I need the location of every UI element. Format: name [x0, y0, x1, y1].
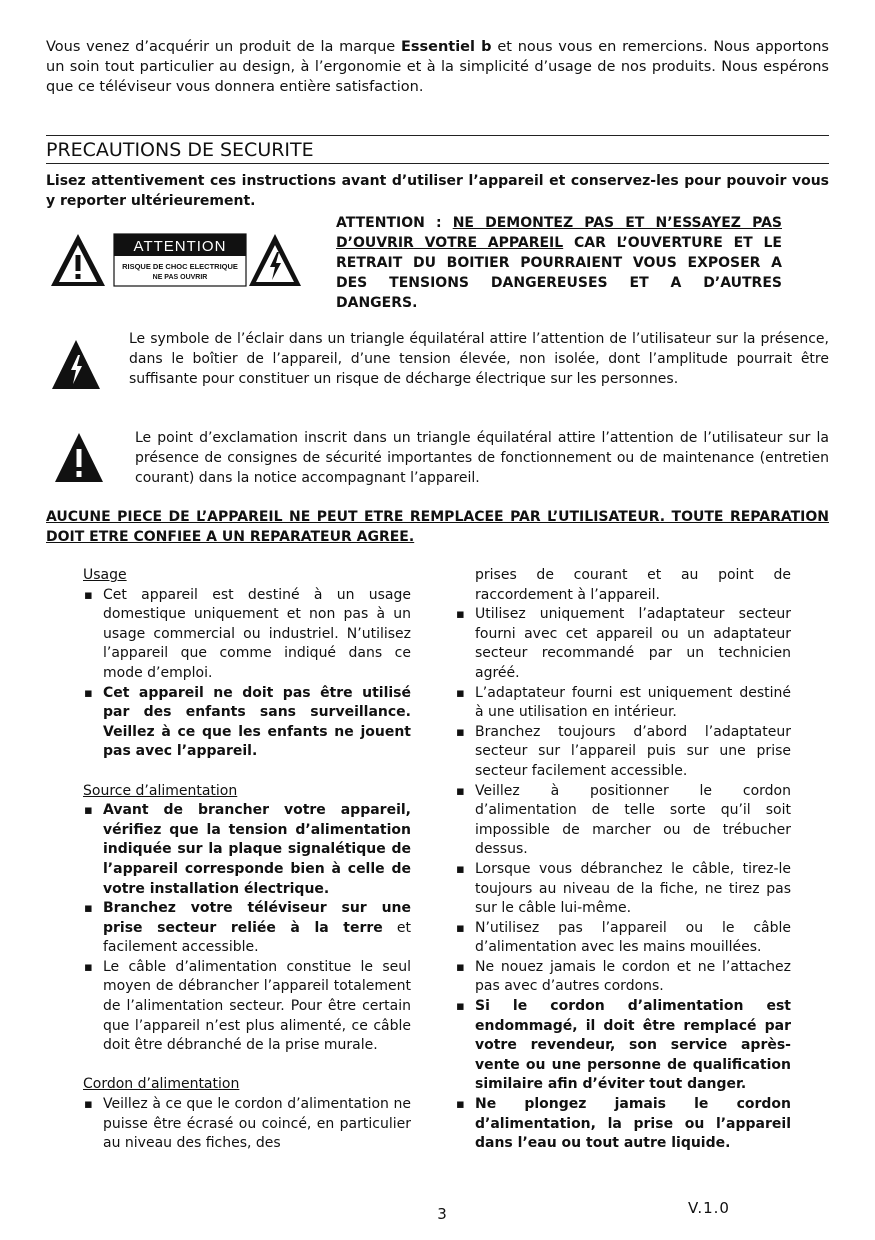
- version-label: V.1.0: [688, 1199, 730, 1217]
- list-item: ▪ Branchez toujours d’abord l’adaptateur secteur sur l’appareil puis sur une prise secteur facilement accessible.: [455, 723, 791, 782]
- list-item: ▪ Cet appareil est destiné à un usage domestique uniquement et non pas à un usage commercial ou industriel. N’utilisez l’appareil que comme indiqué dans ce mode d’emploi.: [83, 586, 411, 684]
- intro-paragraph: [46, 37, 829, 97]
- lightning-symbol-text: Le symbole de l’éclair dans un triangle équilatéral attire l’attention de l’utilisateur sur la présence, dans le boîtier de l’appareil, d’une tension élevée, non isolée, dont l’amplitude pourrait être suffisante pour constituer un risque de décharge électrique sur les personnes.: [129, 331, 829, 387]
- usage-title: Usage: [83, 567, 127, 583]
- list-item-bold: ▪ Cet appareil ne doit pas être utilisé par des enfants sans surveillance. Veillez à ce que les enfants ne jouent pas avec l’appareil.: [83, 684, 411, 762]
- list-item: ▪ Veillez à ce que le cordon d’alimentation ne puisse être écrasé ou coincé, en particulier au niveau des fiches, des: [83, 1095, 411, 1154]
- list-item-bold: ▪ Si le cordon d’alimentation est endommagé, il doit être remplacé par votre revendeur, son service après-vente ou une personne de qualification similaire afin d’éviter tout danger.: [455, 997, 791, 1095]
- attention-warning-text: [336, 213, 782, 313]
- list-item-bold: ▪ Ne plongez jamais le cordon d’alimentation, la prise ou l’appareil dans l’eau ou tout autre liquide.: [455, 1095, 791, 1154]
- exclamation-symbol-text: Le point d’exclamation inscrit dans un triangle équilatéral attire l’attention de l’utilisateur sur la présence de consignes de sécurité importantes de fonctionnement ou de maintenance (entretien courant) dans la notice accompagnant l’appareil.: [135, 430, 829, 486]
- exclamation-symbol-icon: [54, 432, 104, 484]
- earth-item-rest: et facilement accessible.: [103, 919, 411, 956]
- power-source-title: Source d’alimentation: [83, 782, 238, 799]
- list-item: ▪ N’utilisez pas l’appareil ou le câble d’alimentation avec les mains mouillées.: [455, 919, 791, 958]
- lightning-symbol-icon: [51, 339, 101, 391]
- power-cord-list-continued: [455, 605, 791, 1154]
- list-item: ▪ Veillez à positionner le cordon d’alimentation de telle sorte qu’il soit impossible de marcher ou de trébucher dessus.: [455, 782, 791, 860]
- power-cord-list: [83, 1095, 411, 1154]
- list-item: ▪ Le câble d’alimentation constitue le seul moyen de débrancher l’appareil totalement de l’alimentation secteur. Pour être certain que l’appareil n’est plus alimenté, ce câble doit être débranché de la prise murale.: [83, 958, 411, 1056]
- list-item: ▪ L’adaptateur fourni est uniquement destiné à une utilisation en intérieur.: [455, 684, 791, 723]
- section-title: PRECAUTIONS DE SECURITE: [46, 139, 314, 161]
- attention-rest: CAR L’OUVERTURE ET LE RETRAIT DU BOITIER POURRAIENT VOUS EXPOSER A DES TENSIONS DANGEREUSES ET A D’AUTRES DANGERS.: [336, 235, 782, 311]
- lead-instruction: Lisez attentivement ces instructions avant d’utiliser l’appareil et conservez-les pour pouvoir vous y reporter ultérieurement.: [46, 173, 829, 209]
- list-continuation: prises de courant et au point de raccordement à l’appareil.: [475, 567, 791, 603]
- attention-label-line1: RISQUE DE CHOC ELECTRIQUE: [122, 262, 238, 271]
- replacement-warning: AUCUNE PIECE DE L’APPAREIL NE PEUT ETRE REMPLACEE PAR L’UTILISATEUR. TOUTE REPARATION DOIT ETRE CONFIEE A UN REPARATEUR AGREE.: [46, 509, 829, 545]
- list-item: ▪ Ne nouez jamais le cordon et ne l’attachez pas avec d’autres cordons.: [455, 958, 791, 997]
- lightning-triangle-icon: [248, 232, 302, 288]
- earth-item-bold: Branchez votre téléviseur sur une prise secteur reliée à la terre: [103, 900, 411, 936]
- attention-prefix: ATTENTION :: [336, 215, 453, 231]
- usage-list: [83, 586, 411, 762]
- brand-name: Essentiel b: [400, 39, 492, 55]
- attention-label-title: ATTENTION: [133, 238, 227, 255]
- list-item-earth: [83, 899, 411, 958]
- power-source-list: [83, 801, 411, 1056]
- exclamation-triangle-icon: [51, 234, 105, 286]
- list-item-bold: ▪ Avant de brancher votre appareil, vérifiez que la tension d’alimentation indiquée sur la plaque signalétique de l’appareil corresponde bien à celle de votre installation électrique.: [83, 801, 411, 899]
- page-number: 3: [437, 1205, 447, 1223]
- list-item: ▪ Utilisez uniquement l’adaptateur secteur fourni avec cet appareil ou un adaptateur secteur recommandé par un technicien agréé.: [455, 605, 791, 683]
- attention-label-line2: NE PAS OUVRIR: [152, 274, 208, 281]
- power-cord-title: Cordon d’alimentation: [83, 1076, 240, 1093]
- attention-label-graphic: [50, 232, 248, 288]
- list-item: ▪ Lorsque vous débranchez le câble, tirez-le toujours au niveau de la fiche, ne tirez pas sur le câble lui-même.: [455, 860, 791, 919]
- intro-text: Vous venez d’acquérir un produit de la marque: [46, 39, 401, 55]
- left-column: [83, 566, 411, 1154]
- attention-underlined: NE DEMONTEZ PAS ET N’ESSAYEZ PAS D’OUVRIR VOTRE APPAREIL: [336, 215, 782, 251]
- intro-text-end: et nous vous en remercions. Nous apportons un soin tout particulier au design, à l’ergonomie et à la simplicité d’usage de nos produits. Nous espérons que ce téléviseur vous donnera entière satisfaction.: [46, 39, 829, 95]
- section-header: [46, 135, 829, 164]
- right-column: [455, 566, 791, 1154]
